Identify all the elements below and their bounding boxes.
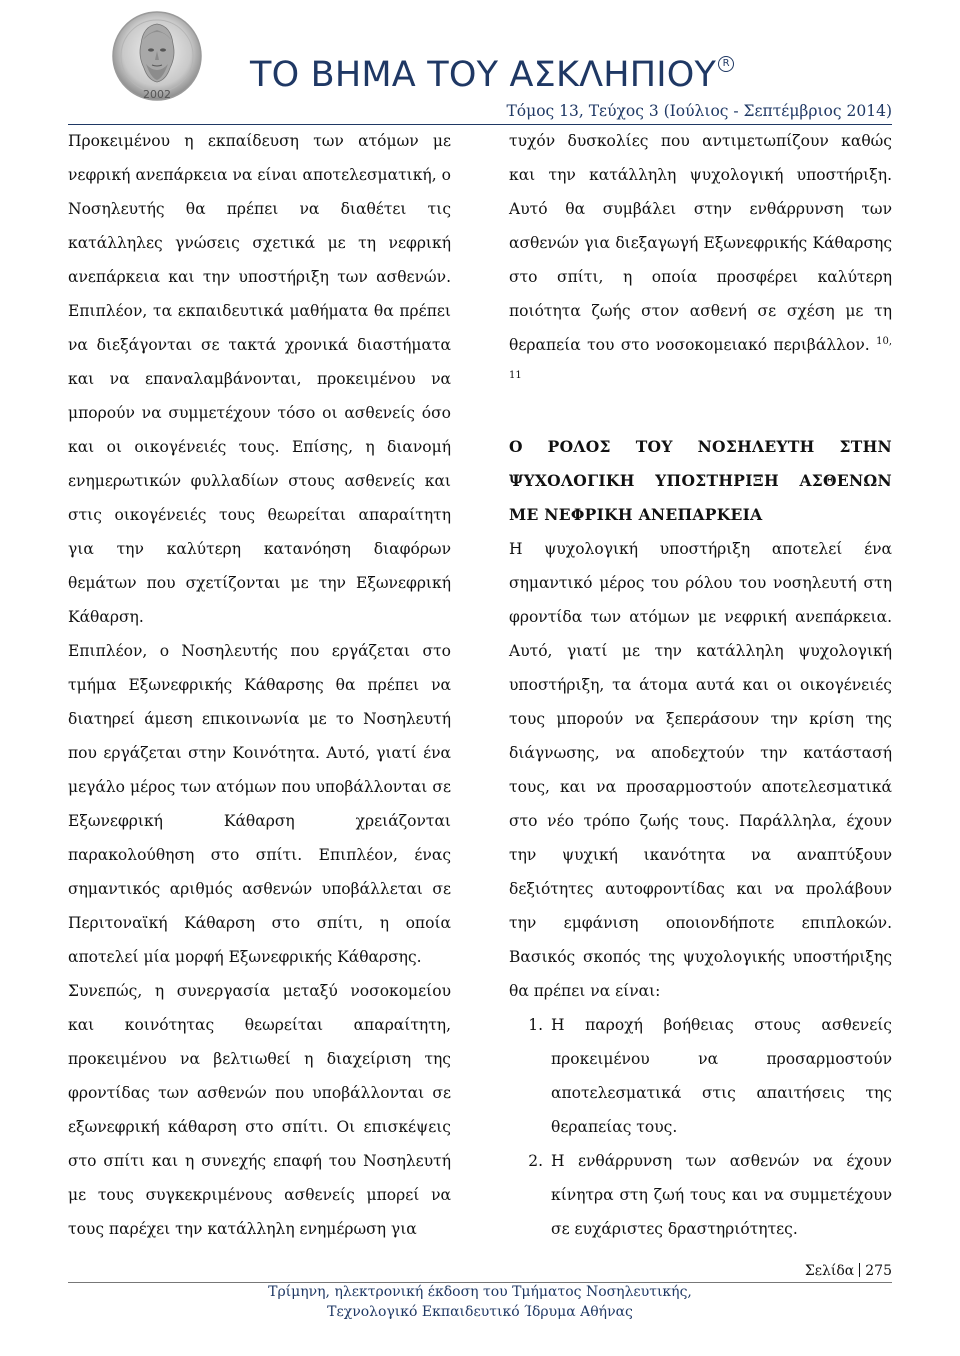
page-separator (859, 1263, 860, 1277)
issue-info: Τόμος 13, Τεύχος 3 (Ιούλιος - Σεπτέμβριος 2014) (506, 102, 892, 120)
left-column (68, 124, 451, 1246)
list-item-number: 2. (528, 1152, 543, 1170)
journal-title (250, 50, 734, 100)
journal-title-text: ΤΟ ΒΗΜΑ ΤΟΥ ΑΣΚΛΗΠΙΟΥ (250, 55, 717, 95)
section-paragraph: Η ψυχολογική υποστήριξη αποτελεί ένα σημαντικό μέρος του ρόλου του νοσηλευτή στη φροντίδα των ατόμων με νεφρική ανεπάρκεια. Αυτό, γιατί με την κατάλληλη ψυχολογική υποστήριξη, τα άτομα αυτά και οι οικογένειές τους μπορούν να ξεπεράσουν την κρίση της διάγνωσης, να αποδεχτούν την κατάστασή τους, και να προσαρμοστούν αποτελεσματικά στο νέο τρόπο ζωής τους. Παράλληλα, έχουν την ψυχική ικανότητα να αναπτύξουν δεξιότητες αυτοφροντίδας και να προλάβουν την εμφάνιση οποιονδήποτε επιπλοκών. Βασικός σκοπός της ψυχολογικής υποστήριξης θα πρέπει να είναι: (509, 540, 892, 1000)
footer-line-1: Τρίμηνη, ηλεκτρονική έκδοση του Τμήματος Νοσηλευτικής, (268, 1284, 692, 1300)
left-paragraph-2: Επιπλέον, ο Νοσηλευτής που εργάζεται στο τμήμα Εξωνεφρικής Κάθαρσης θα πρέπει να διατηρεί άμεση επικοινωνία με το Νοσηλευτή που εργάζεται στην Κοινότητα. Αυτό, γιατί ένα μεγάλο μέρος των ατόμων που υποβάλλονται σε Εξωνεφρική Κάθαρση χρειάζονται παρακολούθηση στο σπίτι. Επιπλέον, ένας σημαντικός αριθμός ασθενών υποβάλλεται σε Περιτοναϊκή Κάθαρση στο σπίτι, η οποία αποτελεί μία μορφή Εξωνεφρικής Κάθαρσης. (68, 642, 451, 966)
section-heading: Ο ΡΟΛΟΣ ΤΟΥ ΝΟΣΗΛΕΥΤΗ ΣΤΗΝ ΨΥΧΟΛΟΓΙΚΗ ΥΠΟΣΤΗΡΙΞΗ ΑΣΘΕΝΩΝ ΜΕ ΝΕΦΡΙΚΗ ΑΝΕΠΑΡΚΕΙΑ (509, 437, 892, 524)
list-item-number: 1. (528, 1016, 543, 1034)
page-label: Σελίδα (804, 1263, 855, 1279)
left-paragraph-3: Συνεπώς, η συνεργασία μεταξύ νοσοκομείου και κοινότητας θεωρείται απαραίτητη, προκειμένου να βελτιωθεί η διαχείριση της φροντίδας των ασθενών που υποβάλλονται σε εξωνεφρική κάθαρση στο σπίτι. Οι επισκέψεις στο σπίτι και η συνεχής επαφή του Νοσηλευτή με τους συγκεκριμένους ασθενείς μπορεί να τους παρέχει την κατάλληλη ενημέρωση για (68, 982, 451, 1238)
footer-line-2: Τεχνολογικό Εκπαιδευτικό Ίδρυμα Αθήνας (327, 1304, 633, 1320)
left-paragraph-1: Προκειμένου η εκπαίδευση των ατόμων με νεφρική ανεπάρκεια να είναι αποτελεσματική, ο Νοσηλευτής θα πρέπει να διαθέτει τις κατάλληλες γνώσεις σχετικά με τη νεφρική ανεπάρκεια και την υποστήριξη των ασθενών. Επιπλέον, τα εκπαιδευτικά μαθήματα θα πρέπει να διεξάγονται σε τακτά χρονικά διαστήματα και να επαναλαμβάνονται, προκειμένου να μπορούν να συμμετέχουν τόσο οι ασθενείς όσο και οι οικογένειές τους. Επίσης, η διανομή ενημερωτικών φυλλαδίων στους ασθενείς και στις οικογένειές τους θεωρείται απαραίτητη για την καλύτερη κατανόηση διαφόρων θεμάτων που σχετίζονται με την Εξωνεφρική Κάθαρση. (68, 132, 451, 626)
page-number-label (805, 1262, 892, 1280)
footer-publisher (0, 1282, 960, 1322)
list-item (509, 1008, 892, 1144)
list-item-text: Η παροχή βοήθειας στους ασθενείς προκειμένου να προσαρμοστούν αποτελεσματικά στις απαιτήσεις της θεραπείας τους. (551, 1016, 892, 1136)
registered-mark: R (718, 56, 734, 72)
journal-logo (110, 4, 204, 112)
right-continuation-paragraph (509, 124, 892, 396)
right-column (509, 124, 892, 1246)
goals-list (509, 1008, 892, 1246)
page-number: 275 (865, 1263, 892, 1279)
list-item-text: Η ενθάρρυνση των ασθενών να έχουν κίνητρα στη ζωή τους και να συμμετέχουν σε ευχάριστες δραστηριότητες. (551, 1152, 892, 1238)
list-item (509, 1144, 892, 1246)
continuation-text: τυχόν δυσκολίες που αντιμετωπίζουν καθώς και την κατάλληλη ψυχολογική υποστήριξη. Αυτό θα συμβάλει στην ενθάρρυνση των ασθενών για διεξαγωγή Εξωνεφρικής Κάθαρσης στο σπίτι, η οποία προσφέρει καλύτερη ποιότητα ζωής στον ασθενή σε σχέση με τη θεραπεία του στο νοσοκομειακό περιβάλλον. (509, 132, 892, 354)
logo-year: 2002 (143, 88, 171, 101)
citation-superscript: 10, 11 (509, 336, 892, 381)
